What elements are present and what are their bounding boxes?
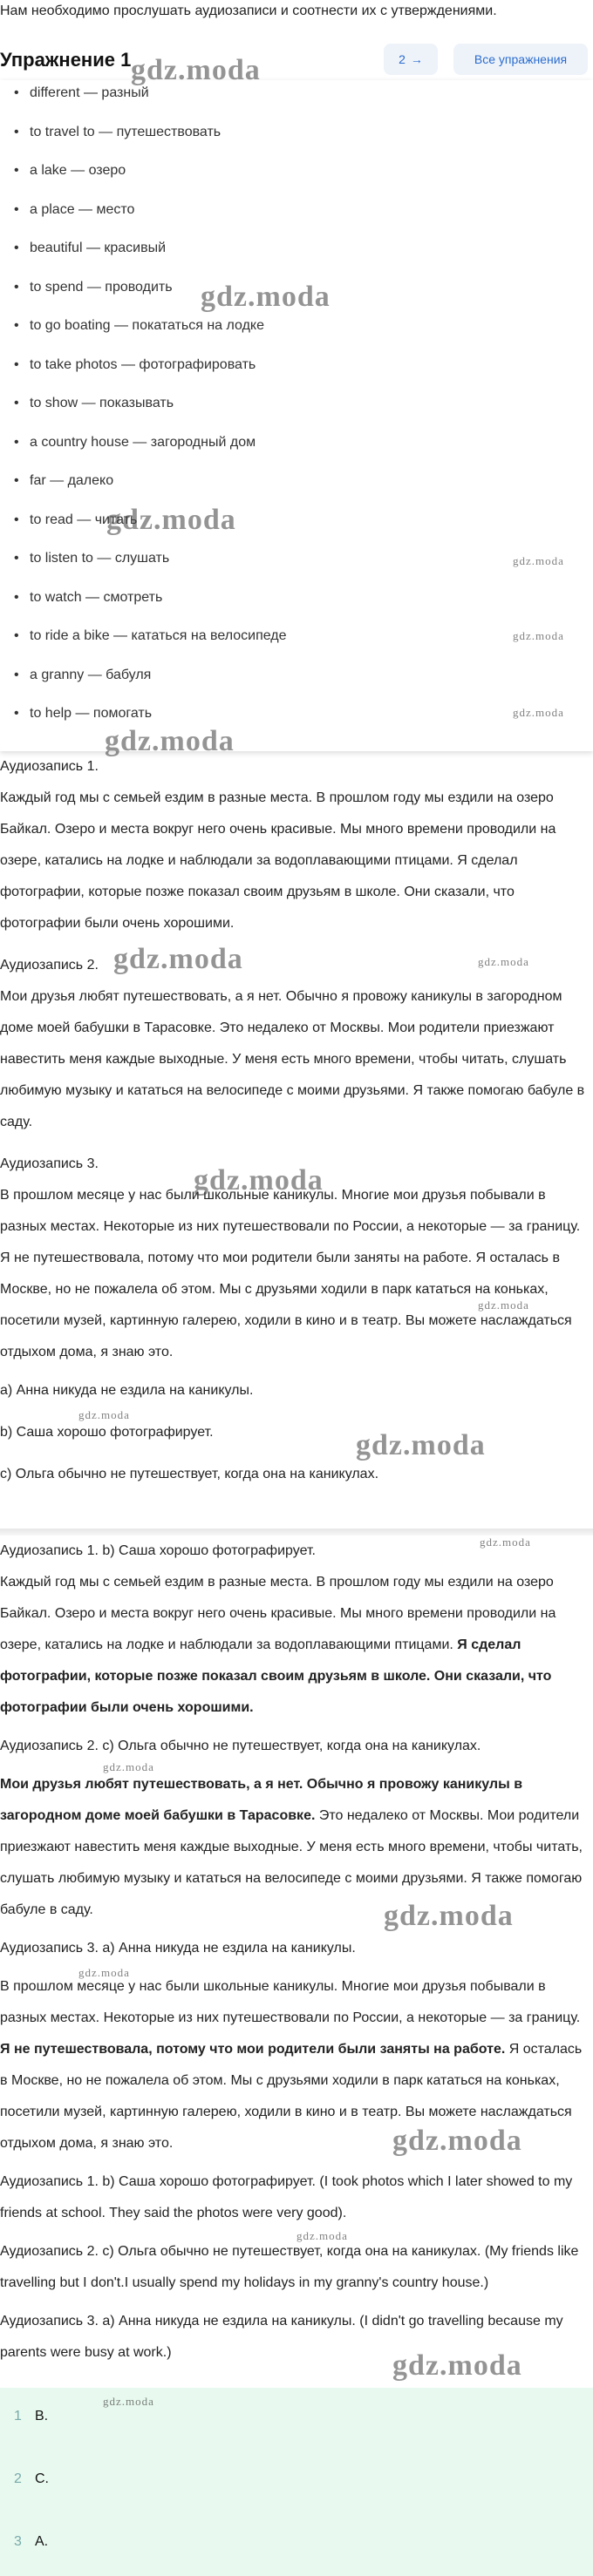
vocab-item (14, 279, 173, 295)
solution-2-text: Мои друзья любят путешествовать, а я нет. Обычно я провожу каникулы в загородном доме моей бабушки в Тарасовке. Это недалеко от Москвы. Мои родители приезжают навестить меня каждые выходные. У меня есть много времени, чтобы читать, слушать любимую музыку и кататься на велосипеде с моими друзьями. Я также помогаю бабуле в саду. (0, 1777, 583, 1917)
audio-3-label: Аудиозапись 3. (0, 1156, 99, 1171)
solution-2-highlight: Мои друзья любят путешествовать, а я нет. Обычно я провожу каникулы в загородном доме моей бабушки в Тарасовке. (0, 1777, 523, 1823)
watermark-small: gdz.moda (478, 955, 529, 968)
vocab-item (14, 124, 222, 140)
answer-row (0, 2388, 593, 2451)
statement-b: b) Саша хорошо фотографирует. (0, 1425, 214, 1440)
vocab-text: to go boating — покататься на лодке (30, 318, 264, 333)
vocab-text: to show — показывать (30, 396, 174, 410)
answer-value: A. (35, 2534, 49, 2549)
bullet-icon: • (14, 473, 19, 488)
vocab-text: a granny — бабуля (30, 667, 152, 682)
vocab-item (14, 396, 174, 411)
answer-value: B. (35, 2409, 49, 2423)
watermark-small: gdz.moda (513, 554, 564, 567)
solution-3-highlight: Я не путешествовала, потому что мои родители были заняты на работе. (0, 2042, 506, 2057)
vocab-text: to travel to — путешествовать (30, 124, 222, 139)
vocab-text: beautiful — красивый (30, 241, 167, 255)
audio-2-label: Аудиозапись 2. (0, 958, 99, 973)
bullet-icon: • (14, 356, 19, 372)
statement-a: a) Анна никуда не ездила на каникулы. (0, 1383, 254, 1398)
watermark-small: gdz.moda (78, 1408, 130, 1421)
explanation-2: Аудиозапись 2. c) Ольга обычно не путешествует, когда она на каникулах. (My friends like travelling but I don't.I usually spend my holidays in my granny's country house.) (0, 2244, 579, 2290)
bullet-icon: • (14, 163, 19, 178)
watermark-small: gdz.moda (478, 1298, 529, 1312)
next-exercise-button[interactable] (384, 44, 438, 75)
vocab-text: to ride a bike — кататься на велосипеде (30, 628, 287, 643)
bullet-icon: • (14, 396, 19, 410)
vocab-item (14, 473, 114, 489)
vocab-item (14, 628, 287, 644)
section-divider (0, 1529, 593, 1535)
watermark: gdz.moda (384, 1900, 514, 1932)
exercise-title: Упражнение 1 (0, 49, 132, 71)
watermark: gdz.moda (194, 1164, 324, 1196)
vocab-item (14, 318, 264, 334)
bullet-icon: • (14, 512, 19, 527)
vocabulary-list (0, 80, 593, 751)
watermark-small: gdz.moda (103, 2395, 154, 2408)
vocab-text: to read — читать (30, 512, 138, 527)
watermark-small: gdz.moda (513, 706, 564, 719)
vocab-text: to listen to — слушать (30, 551, 170, 566)
watermark-small: gdz.moda (103, 1760, 154, 1773)
watermark: gdz.moda (201, 281, 331, 313)
answer-row (0, 2451, 593, 2513)
bullet-icon: • (14, 434, 19, 450)
vocab-text: far — далеко (30, 473, 114, 488)
next-exercise-number: 2 (399, 52, 406, 66)
solution-1-label: Аудиозапись 1. b) Саша хорошо фотографирует. (0, 1543, 316, 1558)
solution-1-highlight: Я сделал фотографии, которые позже показал своим друзьям в школе. Они сказали, что фотографии были очень хорошими. (0, 1637, 552, 1715)
explanation-1: Аудиозапись 1. b) Саша хорошо фотографирует. (I took photos which I later showed to my friends at school. They said the photos were very good). (0, 2174, 573, 2220)
bullet-icon: • (14, 85, 19, 100)
explanation-3: Аудиозапись 3. a) Анна никуда не ездила на каникулы. (I didn't go travelling because my parents were busy at work.) (0, 2314, 563, 2360)
answer-row (0, 2513, 593, 2576)
vocab-item (14, 667, 152, 683)
solution-2-label: Аудиозапись 2. c) Ольга обычно не путешествует, когда она на каникулах. (0, 1739, 481, 1753)
vocab-text: to watch — смотреть (30, 589, 163, 605)
vocab-item (14, 241, 167, 256)
watermark-small: gdz.moda (480, 1535, 531, 1549)
vocab-text: to take photos — фотографировать (30, 356, 256, 372)
solution-3-label: Аудиозапись 3. a) Анна никуда не ездила на каникулы. (0, 1941, 356, 1956)
solution-3-text: В прошлом месяце у нас были школьные каникулы. Многие мои друзья побывали в разных местах. Некоторые из них путешествовали по России, а некоторые — за границу. Я не путешествовала, потому что мои родители были заняты на работе. Я осталась в Москве, но не пожалела об этом. Мы с друзьями ходили в парк кататься на коньках, посетили музей, картинную галерею, ходили в кино и в театр. Вы можете наслаждаться отдыхом дома, я знаю это. (0, 1979, 583, 2151)
task-intro: Нам необходимо прослушать аудиозаписи и соотнести их с утверждениями. (0, 3, 497, 18)
audio-2-text: Мои друзья любят путешествовать, а я нет. Обычно я провожу каникулы в загородном доме моей бабушки в Тарасовке. Это недалеко от Москвы. Мои родители приезжают навестить меня каждые выходные. У меня есть много времени, чтобы читать, слушать любимую музыку и кататься на велосипеде с моими друзьями. Я также помогаю бабуле в саду. (0, 989, 585, 1129)
watermark-small: gdz.moda (78, 1966, 130, 1979)
answer-number: 1 (14, 2409, 22, 2423)
vocab-text: a lake — озеро (30, 163, 126, 178)
watermark: gdz.moda (105, 725, 235, 757)
bullet-icon: • (14, 241, 19, 255)
source-texts (0, 751, 593, 1490)
audio-1-text: Каждый год мы с семьей ездим в разные места. В прошлом году мы ездили на озеро Байкал. Озеро и места вокруг него очень красивые. Мы много времени проводили на озере, катались на лодке и наблюдали за водоплавающими птицами. Я сделал фотографии, которые позже показал своим друзьям в школе. Они сказали, что фотографии были очень хорошими. (0, 790, 556, 931)
watermark: gdz.moda (392, 2125, 522, 2157)
vocab-text: a country house — загородный дом (30, 434, 256, 450)
vocab-text: different — разный (30, 85, 149, 100)
watermark: gdz.moda (106, 504, 236, 536)
bullet-icon: • (14, 124, 19, 139)
vocab-item (14, 434, 256, 451)
answers-block (0, 2388, 593, 2576)
all-exercises-button[interactable]: Все упражнения (453, 44, 588, 75)
answer-value: C. (35, 2471, 49, 2486)
audio-3-text: В прошлом месяце у нас были школьные каникулы. Многие мои друзья побывали в разных местах. Некоторые из них путешествовали по России, а некоторые — за границу. Я не путешествовала, потому что мои родители были заняты на работе. Я осталась в Москве, но не пожалела об этом. Мы с друзьями ходили в парк кататься на коньках, посетили музей, картинную галерею, ходили в кино и в театр. Вы можете наслаждаться отдыхом дома, я знаю это. (0, 1188, 581, 1359)
solution (0, 1535, 593, 2369)
bullet-icon: • (14, 667, 19, 682)
vocab-item (14, 201, 135, 218)
vocab-item (14, 551, 170, 566)
answer-number: 2 (14, 2471, 22, 2486)
bullet-icon: • (14, 551, 19, 566)
vocab-text: a place — место (30, 201, 135, 217)
watermark: gdz.moda (392, 2349, 522, 2382)
arrow-right-icon: → (410, 52, 423, 66)
statement-c: c) Ольга обычно не путешествует, когда она на каникулах. (0, 1467, 379, 1481)
watermark: gdz.moda (356, 1429, 486, 1461)
audio-1-label: Аудиозапись 1. (0, 759, 99, 774)
vocab-item (14, 706, 153, 722)
bullet-icon: • (14, 318, 19, 333)
vocab-text: to spend — проводить (30, 279, 173, 295)
vocab-item (14, 589, 163, 606)
bullet-icon: • (14, 279, 19, 295)
bullet-icon: • (14, 201, 19, 217)
watermark-small: gdz.moda (296, 2229, 348, 2242)
bullet-icon: • (14, 589, 19, 605)
vocab-item (14, 163, 126, 179)
watermark-small: gdz.moda (513, 629, 564, 642)
vocab-text: to help — помогать (30, 706, 153, 721)
vocab-item (14, 85, 149, 101)
answer-number: 3 (14, 2534, 22, 2549)
vocab-item (14, 356, 256, 373)
watermark: gdz.moda (131, 54, 261, 86)
solution-1-text: Каждый год мы с семьей ездим в разные места. В прошлом году мы ездили на озеро Байкал. Озеро и места вокруг него очень красивые. Мы много времени проводили на озере, катались на лодке и наблюдали за водоплавающими птицами. Я сделал фотографии, которые позже показал своим друзьям в школе. Они сказали, что фотографии были очень хорошими. (0, 1575, 556, 1715)
bullet-icon: • (14, 706, 19, 721)
watermark: gdz.moda (113, 943, 243, 975)
bullet-icon: • (14, 628, 19, 643)
